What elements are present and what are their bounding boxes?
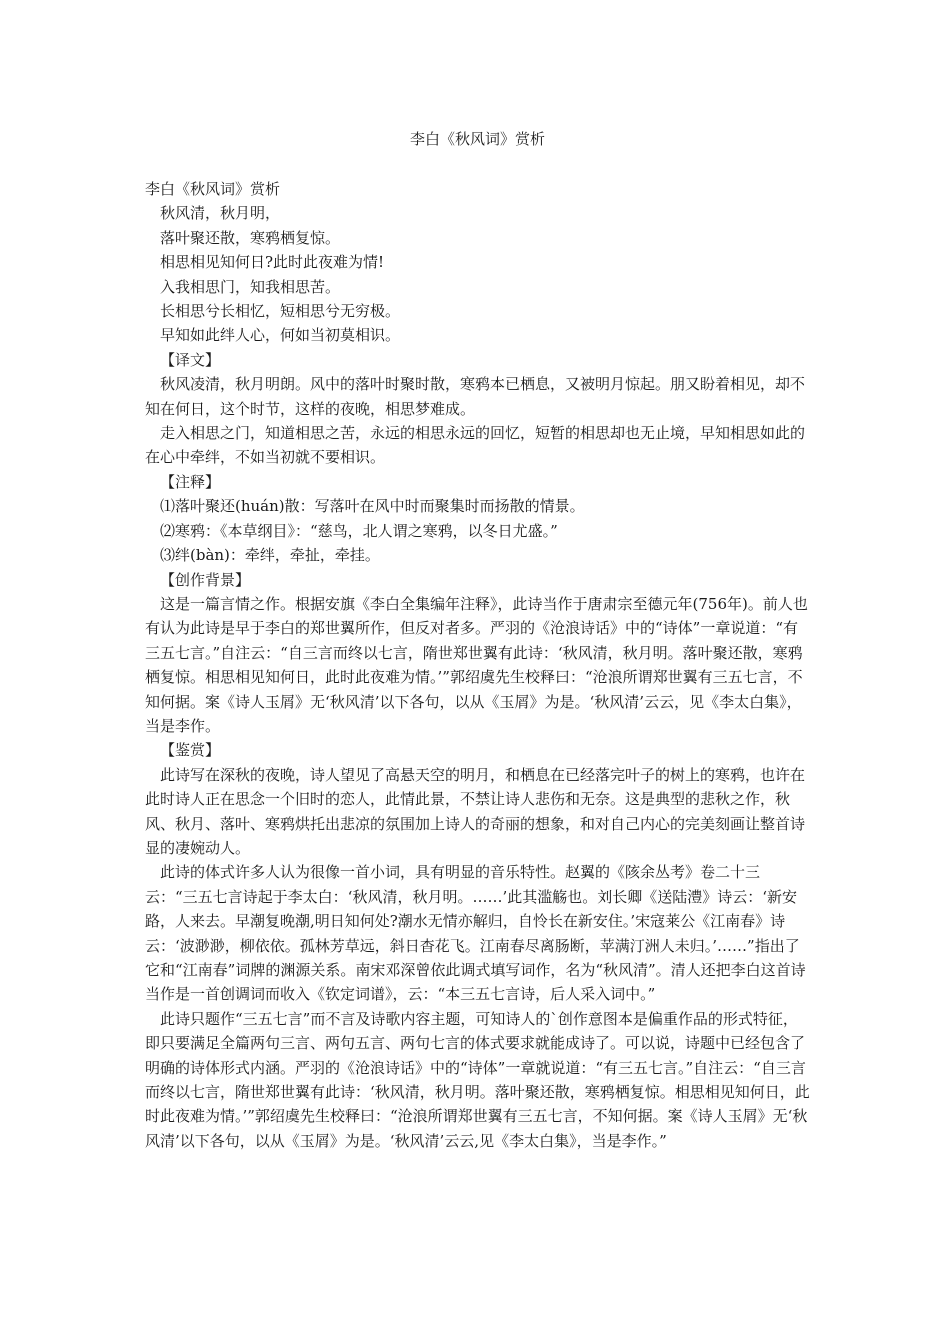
paragraph: ⑶绊(bàn)：牵绊，牵扯，牵挂。 xyxy=(160,546,380,565)
paragraph: 此诗写在深秋的夜晚，诗人望见了高悬天空的明月，和栖息在已经落完叶子的树上的寒鸦，也许在此时诗人正在思念一个旧时的恋人，此情此景，不禁让诗人悲伤和无奈。这是典型的悲秋之作，秋风、秋月、落叶、寒鸦烘托出悲凉的氛围加上诗人的奇丽的想象，和对自己内心的完美刻画让整首诗显的凄婉动人。 xyxy=(145,765,806,857)
paragraph: 走入相思之门，知道相思之苦，永远的相思永远的回忆，短暂的相思却也无止境，早知相思如此的在心中牵绊，不如当初就不要相识。 xyxy=(145,424,806,467)
paragraph: 【创作背景】 xyxy=(160,570,251,589)
paragraph: 入我相思门，知我相思苦。 xyxy=(160,277,341,296)
paragraph: 这是一篇言情之作。根据安旗《李白全集编年注释》，此诗当作于唐肃宗至德元年(756年)。前人也有认为此诗是早于李白的郑世翼所作，但反对者多。严羽的《沧浪诗话》中的“诗体”一章说道：“有三五七言。”自注云：“自三言而终以七言，隋世郑世翼有此诗：‘秋风清，秋月明。落叶聚还散，寒鸦栖复惊。相思相见知何日，此时此夜难为情。’”郭绍虞先生校释曰：“沧浪所谓郑世翼有三五七言，不知何据。案《诗人玉屑》无‘秋风清’以下各句，以从《玉屑》为是。‘秋风清’云云，见《李太白集》，当是李作。 xyxy=(145,594,808,735)
paragraph: 长相思兮长相忆，短相思兮无穷极。 xyxy=(160,302,401,321)
paragraph: 落叶聚还散，寒鸦栖复惊。 xyxy=(160,228,341,247)
paragraph: 早知如此绊人心，何如当初莫相识。 xyxy=(160,326,401,345)
paragraph: 【注释】 xyxy=(160,472,221,491)
paragraph: 相思相见知何日?此时此夜难为情! xyxy=(160,253,385,272)
paragraph: ⑴落叶聚还(huán)散：写落叶在风中时而聚集时而扬散的情景。 xyxy=(160,497,585,516)
paragraph: 此诗只题作“三五七言”而不言及诗歌内容主题，可知诗人的`创作意图本是偏重作品的形式特征，即只要满足全篇两句三言、两句五言、两句七言的体式要求就能成诗了。可以说，诗题中已经包含了明确的诗体形式内涵。严羽的《沧浪诗话》中的“诗体”一章就说道：“有三五七言。”自注云：“自三言而终以七言，隋世郑世翼有此诗：‘秋风清，秋月明。落叶聚还散，寒鸦栖复惊。相思相见知何日，此时此夜难为情。’”郭绍虞先生校释曰：“沧浪所谓郑世翼有三五七言，不知何据。案《诗人玉屑》无‘秋风清’以下各句，以从《玉屑》为是。‘秋风清’云云,见《李太白集》，当是李作。” xyxy=(145,1009,810,1150)
paragraph: 秋风凌清，秋月明朗。风中的落叶时聚时散，寒鸦本已栖息，又被明月惊起。朋又盼着相见，却不知在何日，这个时节，这样的夜晚，相思梦难成。 xyxy=(145,375,806,418)
document-body xyxy=(145,177,810,1153)
paragraph: 此诗的体式许多人认为很像一首小词，具有明显的音乐特性。赵翼的《陔余丛考》卷二十三云：“三五七言诗起于李太白：‘秋风清，秋月明。……’此其滥觞也。刘长卿《送陆澧》诗云：‘新安路，人来去。早潮复晚潮,明日知何处?潮水无情亦解归，自怜长在新安住。’宋寇莱公《江南春》诗云：‘波渺渺，柳依依。孤林芳草远，斜日杳花飞。江南春尽离肠断，苹满汀洲人未归。’……”指出了它和“江南春”词牌的渊源关系。南宋邓深曾依此调式填写词作，名为“秋风清”。清人还把李白这首诗当作是一首创调词而收入《钦定词谱》，云：“本三五七言诗，后人采入词中。” xyxy=(145,863,806,1004)
paragraph: ⑵寒鸦：《本草纲目》：“慈鸟，北人谓之寒鸦，以冬日尤盛。” xyxy=(160,521,558,540)
paragraph: 秋风清，秋月明， xyxy=(160,204,281,223)
paragraph: 【译文】 xyxy=(160,350,221,369)
page-title: 李白《秋风词》赏析 xyxy=(409,130,545,148)
paragraph: 【鉴赏】 xyxy=(160,741,221,760)
paragraph: 李白《秋风词》赏析 xyxy=(145,180,281,198)
